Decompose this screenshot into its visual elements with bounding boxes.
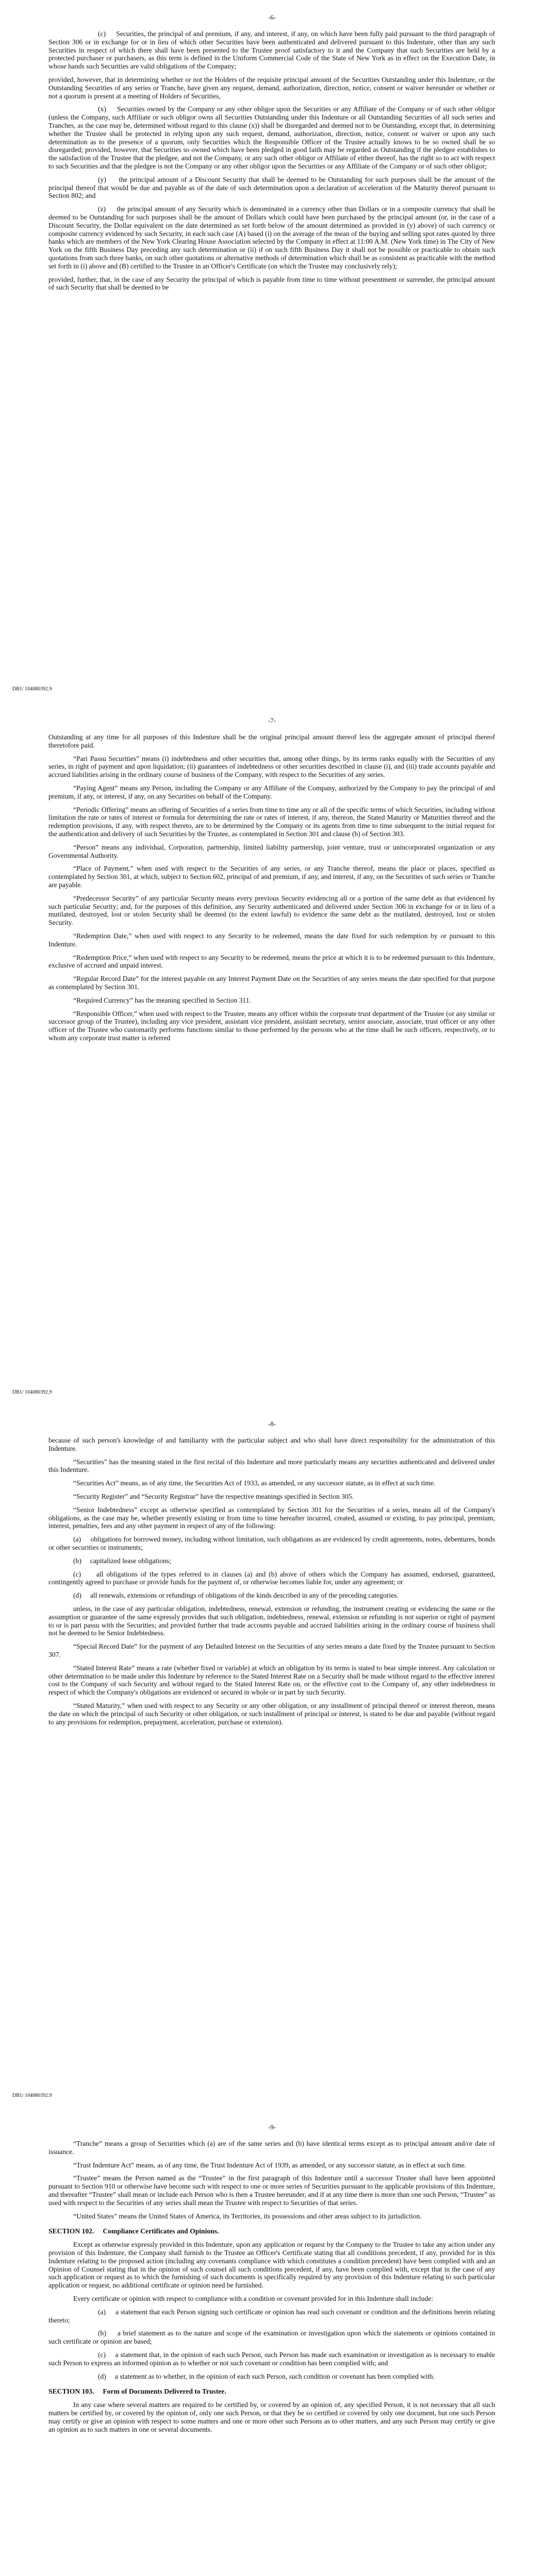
paragraph: because of such person's knowledge of and familiarity with the particular subject and who shall have direct responsibility for the administration of this Indenture. bbox=[48, 1436, 495, 1452]
list-item: (b) capitalized lease obligations; bbox=[73, 1556, 171, 1565]
document-footer: DB1/ 104080392.9 bbox=[12, 2093, 52, 2098]
definition-periodic-offering: “Periodic Offering” means an offering of Securities of a series from time to time any or all of the specific terms of which Securities, including without limitation the rate or rates of interest or formula for determining the rate or rates of interest, if any, thereon, the Stated Maturity or Maturities thereof and the redemption provisions, if any, with respect thereto, are to be determined by the Company or its agents from time to time subsequent to the initial request for the authentication and delivery of such Securities by the Trustee, as contemplated in Section 301 and clause (b) of Section 303. bbox=[48, 805, 495, 838]
definition-responsible-officer: “Responsible Officer,” when used with respect to the Trustee, means any officer within the corporate trust department of the Trustee (or any similar or successor group of the Trustee), including any vice president, assistant vice president, assistant secretary, senior associate, associate, trust officer or any other officer of the Trustee who customarily performs functions similar to those performed by the persons who at the time shall be such officers, respectively, or to whom any corporate trust matter is referred bbox=[48, 1009, 495, 1042]
page-number: -7- bbox=[268, 717, 276, 724]
page-number: -6- bbox=[268, 13, 276, 21]
page-body bbox=[48, 1436, 495, 1731]
section-heading: SECTION 102. Compliance Certificates and Opinions. bbox=[48, 2227, 219, 2235]
page-8 bbox=[0, 1406, 544, 2110]
list-item: (c) all obligations of the types referred to in clauses (a) and (b) above of others which the Company has assumed, endorsed, guaranteed, contingently agreed to purchase or provide funds for the payment of, or otherwise becomes liable for, under any agreement; or bbox=[48, 1570, 495, 1586]
page-9 bbox=[0, 2110, 544, 2576]
page-body bbox=[48, 2140, 495, 2438]
list-item: (b) a brief statement as to the nature and scope of the examination or investigation upon which the statements or opinions contained in such certificate or opinion are based; bbox=[48, 2329, 495, 2346]
page-body bbox=[48, 30, 495, 297]
list-item: (d) a statement as to whether, in the opinion of each such Person, such condition or covenant has been complied with. bbox=[98, 2372, 435, 2380]
definition-senior-indebtedness: “Senior Indebtedness” except as otherwise specified as contemplated by Section 301 for the Securities of a series, means all of the Company's obligations, as the case may be, whether presently existing or from time to time hereafter incurred, created, assumed or existing, to pay principal, premium, interest, penalties, fees and any other payment in respect of any of the following: bbox=[48, 1505, 495, 1530]
definition-required-currency: “Required Currency” has the meaning specified in Section 311. bbox=[73, 996, 251, 1004]
definition-trust-indenture-act: “Trust Indenture Act” means, as of any time, the Trust Indenture Act of 1939, as amended, or any successor statute, as in effect at such time. bbox=[73, 2161, 467, 2169]
definition-redemption-date: “Redemption Date,” when used with respect to any Security to be redeemed, means the date fixed for such redemption by or pursuant to this Indenture. bbox=[48, 931, 495, 948]
definition-securities-act: “Securities Act” means, as of any time, the Securities Act of 1933, as amended, or any successor statute, as in effect at such time. bbox=[73, 1479, 436, 1487]
list-item: (a) obligations for borrowed money, including without limitation, such obligations as are evidenced by credit agreements, notes, debentures, bonds or other securities or instruments; bbox=[48, 1535, 495, 1551]
paragraph: (c) Securities, the principal of and premium, if any, and interest, if any, on which have been fully paid pursuant to the third paragraph of Section 306 or in exchange for or in lieu of which other Securities have been authenticated and delivered pursuant to this Indenture, other than any such Securities in respect of which there shall have been presented to the Trustee proof satisfactory to it and the Company that such Securities are held by a protected purchaser or purchasers, as this term is defined in the Uniform Commercial Code of the State of New York as in effect on the Execution Date, in whose hands such Securities are valid obligations of the Company; bbox=[48, 30, 495, 71]
list-item: (d) all renewals, extensions or refundings of obligations of the kinds described in any of the preceding categories. bbox=[73, 1591, 399, 1600]
definition-place-of-payment: “Place of Payment,” when used with respect to the Securities of any series, or any Tranche thereof, means the place or places, specified as contemplated by Section 301, at which, subject to Section 602, principal of and premium, if any, and interest, if any, on the Securities of such series or Tranche are payable. bbox=[48, 865, 495, 889]
definition-stated-maturity: “Stated Maturity,” when used with respect to any Security or any other obligation, or any installment of principal thereof or interest thereon, means the date on which the principal of such Security or other obligation, or such installment of principal or interest, is stated to be due and payable (without regard to any provisions for redemption, prepayment, acceleration, purchase or extension). bbox=[48, 1701, 495, 1726]
paragraph: Outstanding at any time for all purposes of this Indenture shall be the original principal amount thereof less the aggregate amount of principal thereof theretofore paid. bbox=[48, 733, 495, 749]
definition-united-states: “United States” means the United States of America, its Territories, its possessions and other areas subject to its jurisdiction. bbox=[73, 2212, 422, 2220]
definition-tranche: “Tranche” means a group of Securities which (a) are of the same series and (b) have identical terms except as to principal amount and/or date of issuance. bbox=[48, 2140, 495, 2156]
page-number: -8- bbox=[268, 1420, 276, 1428]
page-number: -9- bbox=[268, 2123, 276, 2131]
paragraph: unless, in the case of any particular obligation, indebtedness, renewal, extension or refunding, the instrument creating or evidencing the same or the assumption or guarantee of the same expressly provides that such obligation, indebtedness, renewal, extension or refunding is not superior or right of payment to or is pari passu with the Securities; and provided further that trade accounts payable and accrued liabilities arising in the ordinary course of business shall not be deemed to be Senior Indebtedness. bbox=[48, 1604, 495, 1637]
definition-redemption-price: “Redemption Price,” when used with respect to any Security to be redeemed, means the price at which it is to be redeemed pursuant to this Indenture, exclusive of accrued and unpaid interest. bbox=[48, 953, 495, 970]
document-footer: DB1/ 104080392.9 bbox=[12, 686, 52, 692]
paragraph: Except as otherwise expressly provided in this Indenture, upon any application or request by the Company to the Trustee to take any action under any provision of this Indenture, the Company shall furnish to the Trustee an Officer's Certificate stating that all conditions precedent, if any, provided for in this Indenture relating to the proposed action (including any covenants compliance with which constitutes a condition precedent) have been complied with and an Opinion of Counsel stating that in the opinion of such counsel all such conditions precedent, if any, have been complied with, except that in the case of any such application or request as to which the furnishing of such documents is specifically required by any provision of this Indenture relating to such particular application or request, no additional certificate or opinion need be furnished. bbox=[48, 2241, 495, 2290]
page-6 bbox=[0, 0, 544, 703]
page-body bbox=[48, 733, 495, 1047]
document-footer: DB1/ 104080392.9 bbox=[12, 1389, 52, 1395]
paragraph: Every certificate or opinion with respect to compliance with a condition or covenant provided for in this Indenture shall include: bbox=[73, 2294, 433, 2302]
section-heading: SECTION 103. Form of Documents Delivered to Trustee. bbox=[48, 2387, 226, 2396]
definition-predecessor-security: “Predecessor Security” of any particular Security means every previous Security evidencing all or a portion of the same debt as that evidenced by such particular Security; and, for the purposes of this definition, any Security authenticated and delivered under Section 306 in exchange for or in lieu of a mutilated, destroyed, lost or stolen Security shall be deemed (to the extent lawful) to evidence the same debt as the mutilated, destroyed, lost or stolen Security. bbox=[48, 894, 495, 927]
paragraph: (x) Securities owned by the Company or any other obligor upon the Securities or any Affiliate of the Company or of such other obligor (unless the Company, such Affiliate or such obligor owns all Securities Outstanding under this Indenture or all Outstanding Securities of all such series and Tranches, as the case may be, determined without regard to this clause (x)) shall be disregarded and deemed not to be Outstanding, except that, in determining whether the Trustee shall be protected in relying upon any such request, demand, authorization, direction, notice, consent or waiver or upon any such determination as to the presence of a quorum, only Securities which the Responsible Officer of the Trustee actually knows to be so owned shall be so disregarded; provided, however, that Securities so owned which have been pledged in good faith may be regarded as Outstanding if the pledgee establishes to the satisfaction of the Trustee that the pledgee, and not the Company, or any such other obligor or Affiliate of either thereof, has the right so to act with respect to such Securities and that the pledgee is not the Company or any other obligor upon the Securities or any Affiliate of the Company or of such other obligor; bbox=[48, 105, 495, 170]
paragraph: In any case where several matters are required to be certified by, or covered by an opinion of, any specified Person, it is not necessary that all such matters be certified by, or covered by the opinion of, only one such Person, or that they be so certified or covered by only one document, but one such Person may certify or give an opinion with respect to some matters and one or more other such Persons as to other matters, and any such Person may certify or give an opinion as to such matters in one or several documents. bbox=[48, 2401, 495, 2433]
definition-pari-passu-securities: “Pari Passu Securities” means (i) indebtedness and other securities that, among other things, by its terms ranks equally with the Securities of any series, in right of payment and upon liquidation; (ii) guarantees of indebtedness or other securities described in clause (i), and (iii) trade accounts payable and accrued liabilities arising in the ordinary course of business of the Company, with respect to the Securities of any series. bbox=[48, 754, 495, 779]
definition-security-register: “Security Register” and “Security Registrar” have the respective meanings specified in Section 305. bbox=[73, 1492, 354, 1500]
definition-trustee: “Trustee” means the Person named as the “Trustee” in the first paragraph of this Indenture until a successor Trustee shall have been appointed pursuant to Section 910 or otherwise have become such with respect to one or more series of Securities pursuant to the applicable provisions of this Indenture, and thereafter “Trustee” shall mean or include each Person who is then a Trustee hereunder, and if at any time there is more than one such Person, “Trustee” as used with respect to the Securities of any series shall mean the Trustee with respect to Securities of that series. bbox=[48, 2174, 495, 2207]
page-7 bbox=[0, 703, 544, 1406]
definition-stated-interest-rate: “Stated Interest Rate” means a rate (whether fixed or variable) at which an obligation by its terms is stated to bear simple interest. Any calculation or other determination to be made under this Indenture by reference to the Stated Interest Rate on a Security shall be made without regard to the effective interest cost to the Company of such Security and without regard to the Stated Interest Rate on, or the effective cost to the Company of, any other indebtedness in respect of which the Company's obligations are evidenced or secured in whole or in part by such Security. bbox=[48, 1664, 495, 1697]
paragraph: (y) the principal amount of a Discount Security that shall be deemed to be Outstanding for such purposes shall be the amount of the principal thereof that would be due and payable as of the date of such determination upon a declaration of acceleration of the Maturity thereof pursuant to Section 802; and bbox=[48, 175, 495, 200]
definition-paying-agent: “Paying Agent” means any Person, including the Company or any Affiliate of the Company, authorized by the Company to pay the principal of and premium, if any, or interest, if any, on any Securities on behalf of the Company. bbox=[48, 784, 495, 800]
paragraph: provided, however, that in determining whether or not the Holders of the requisite principal amount of the Securities Outstanding under this Indenture, or the Outstanding Securities of any series or Tranche, have given any request, demand, authorization, direction, notice, consent or waiver hereunder or whether or not a quorum is present at a meeting of Holders of Securities, bbox=[48, 75, 495, 100]
definition-securities: “Securities” has the meaning stated in the first recital of this Indenture and more particularly means any securities authenticated and delivered under this Indenture. bbox=[48, 1458, 495, 1474]
list-item: (c) a statement that, in the opinion of each such Person, such Person has made such examination or investigation as is necessary to enable such Person to express an informed opinion as to whether or not such covenant or condition has been complied with; and bbox=[48, 2350, 495, 2367]
paragraph: provided, further, that, in the case of any Security the principal of which is payable from time to time without presentment or surrender, the principal amount of such Security that shall be deemed to be bbox=[48, 275, 495, 292]
paragraph: (z) the principal amount of any Security which is denominated in a currency other than Dollars or in a composite currency that shall be deemed to be Outstanding for such purposes shall be the amount of Dollars which could have been purchased by the principal amount (or, in the case of a Discount Security, the Dollar equivalent on the date determined as set forth below of the amount determined as provided in (y) above) of such currency or composite currency evidenced by such Security, in each such case (A) based (i) on the average of the mean of the buying and selling spot rates quoted by three banks which are members of the New York Clearing House Association selected by the Company in effect at 11:00 A.M. (New York time) in The City of New York on the fifth Business Day preceding any such determination or (ii) if on such fifth Business Day it shall not be possible or practicable to obtain such quotations from such three banks, on such other quotations or alternative methods of determination which shall be as consistent as practicable with the method set forth in (i) above and (B) certified to the Trustee in an Officer's Certificate (on which the Trustee may conclusively rely); bbox=[48, 205, 495, 270]
list-item: (a) a statement that each Person signing such certificate or opinion has read such covenant or condition and the definitions herein relating thereto; bbox=[48, 2308, 495, 2324]
definition-person: “Person” means any individual, Corporation, partnership, limited liability partnership, joint venture, trust or unincorporated organization or any Governmental Authority. bbox=[48, 843, 495, 859]
definition-special-record-date: “Special Record Date” for the payment of any Defaulted Interest on the Securities of any series means a date fixed by the Trustee pursuant to Section 307. bbox=[48, 1642, 495, 1658]
definition-regular-record-date: “Regular Record Date” for the interest payable on any Interest Payment Date on the Securities of any series means the date specified for that purpose as contemplated by Section 301. bbox=[48, 975, 495, 991]
